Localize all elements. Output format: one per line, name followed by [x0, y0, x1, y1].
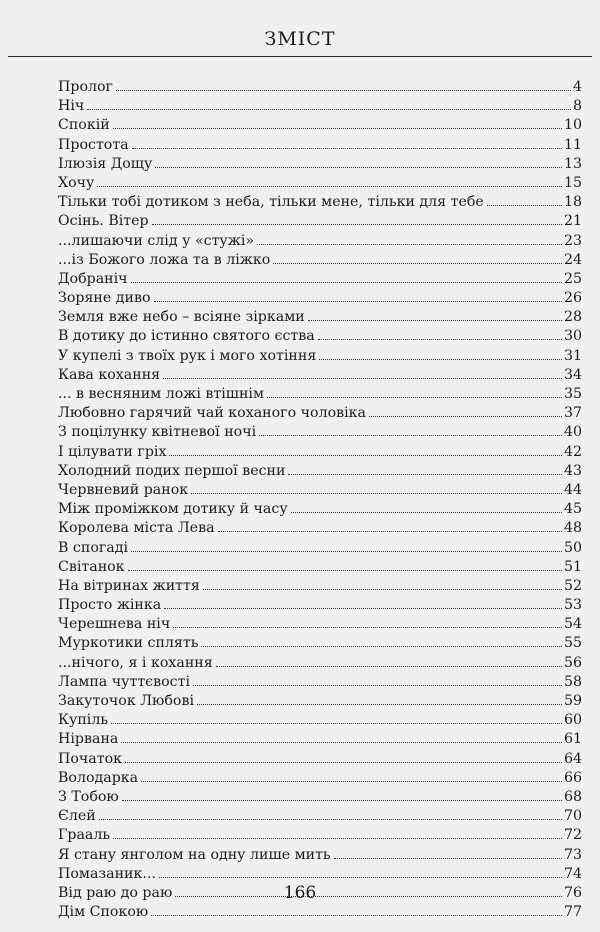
- toc-entry-page: 31: [563, 347, 582, 364]
- toc-entry: [58, 519, 582, 538]
- toc-entry: [58, 634, 582, 653]
- toc-entry-page: 42: [563, 443, 582, 460]
- dot-leader: [257, 244, 562, 245]
- toc-entry-page: 48: [563, 520, 582, 537]
- dot-leader: [216, 666, 562, 667]
- toc-entry-page: 34: [563, 366, 582, 383]
- toc-entry-page: 10: [563, 117, 582, 134]
- toc-entry-page: 68: [563, 788, 582, 805]
- toc-entry-page: 70: [563, 808, 582, 825]
- toc-entry-title: З Тобою: [58, 788, 119, 805]
- toc-entry-title: Закуточок Любові: [58, 693, 195, 709]
- toc-entry-title: Дім Спокою: [58, 904, 149, 921]
- toc-entry: [58, 615, 582, 634]
- toc-entry-page: 64: [563, 750, 582, 767]
- dot-leader: [164, 608, 562, 609]
- toc-entry-title: І цілувати гріх: [58, 443, 167, 460]
- toc-entry-page: 11: [563, 136, 582, 153]
- toc-entry-title: Королева міста Лева: [58, 520, 215, 537]
- toc-entry: [58, 155, 582, 174]
- toc-entry-title: Кава кохання: [58, 366, 161, 383]
- dot-leader: [334, 858, 562, 859]
- dot-leader: [113, 128, 562, 129]
- toc-entry-title: Зоряне диво: [58, 290, 151, 307]
- toc-entry: [58, 78, 582, 97]
- toc-entry: [58, 692, 582, 711]
- toc-entry-title: Єлей: [58, 808, 96, 825]
- toc-entry: [58, 232, 582, 251]
- toc-entry: [58, 347, 582, 366]
- toc-entry-title: Я стану янголом на одну лише мить: [58, 846, 331, 863]
- toc-entry-title: Простота: [58, 136, 129, 153]
- dot-leader: [99, 819, 562, 820]
- toc-entry-page: 55: [563, 635, 582, 652]
- toc-entry-title: Від раю до раю: [58, 884, 173, 901]
- dot-leader: [159, 877, 562, 878]
- toc-entry: [58, 193, 582, 212]
- toc-entry-page: 61: [563, 731, 582, 748]
- toc-entry-page: 21: [563, 213, 582, 230]
- toc-entry: [58, 366, 582, 385]
- dot-leader: [116, 90, 571, 91]
- toc-entry-page: 8: [572, 98, 582, 115]
- dot-leader: [318, 339, 562, 340]
- toc-entry: [58, 212, 582, 231]
- toc-entry: [58, 673, 582, 692]
- toc-entry: [58, 251, 582, 270]
- dot-leader: [97, 186, 562, 187]
- toc-entry-title: Холодний подих першої весни: [58, 462, 286, 479]
- toc-entry-page: 73: [563, 846, 582, 863]
- toc-entry-title: Між проміжком дотику й часу: [58, 501, 288, 518]
- dot-leader: [122, 800, 562, 801]
- toc-entry-page: 60: [563, 712, 582, 729]
- toc-entry-title: Тільки тобі дотиком з неба, тільки мене, тільки для тебе: [58, 194, 484, 211]
- toc-entry-page: 25: [563, 270, 582, 287]
- toc-entry-page: 74: [563, 865, 582, 882]
- toc-entry-title: Початок: [58, 750, 123, 767]
- toc-entry: [58, 558, 582, 577]
- toc-entry-title: Ніч: [58, 98, 85, 115]
- toc-entry: [58, 97, 582, 116]
- dot-leader: [319, 359, 562, 360]
- toc-entry: [58, 385, 582, 404]
- toc-entry: [58, 596, 582, 615]
- dot-leader: [155, 167, 562, 168]
- toc-entry-title: ...нічого, я і кохання: [58, 654, 213, 671]
- dot-leader: [487, 205, 562, 206]
- toc-entry: [58, 539, 582, 558]
- dot-leader: [308, 320, 562, 321]
- toc-entry-page: 18: [563, 194, 582, 211]
- toc-entry-page: 54: [563, 616, 582, 633]
- dot-leader: [163, 378, 562, 379]
- toc-entry: [58, 500, 582, 519]
- toc-entry-page: 66: [563, 769, 582, 786]
- toc-entry-page: 28: [563, 309, 582, 326]
- toc-entry-page: 76: [563, 884, 582, 901]
- toc-entry-page: 51: [563, 558, 582, 575]
- toc-entry: [58, 807, 582, 826]
- toc-entry-title: ...із Божого ложа та в ліжко: [58, 251, 271, 268]
- dot-leader: [173, 627, 562, 628]
- header-rule: [8, 56, 592, 57]
- dot-leader: [154, 301, 562, 302]
- toc-entry-title: Лампа чуттєвості: [58, 673, 190, 690]
- toc-entry: [58, 750, 582, 769]
- dot-leader: [259, 435, 562, 436]
- toc-entry-title: Купіль: [58, 712, 109, 729]
- toc-entry-title: З поцілунку квітневої ночі: [58, 424, 257, 441]
- toc-entry-title: У купелі з твоїх рук і мого хотіння: [58, 347, 317, 364]
- toc-entry-title: Черешнева ніч: [58, 616, 171, 633]
- toc-entry-title: Світанок: [58, 558, 125, 575]
- dot-leader: [131, 282, 562, 283]
- toc-entry: [58, 423, 582, 442]
- dot-leader: [197, 704, 562, 705]
- toc-entry: [58, 443, 582, 462]
- toc-entry-page: 56: [563, 654, 582, 671]
- toc-entry-title: Спокій: [58, 117, 110, 134]
- toc-entry: [58, 404, 582, 423]
- table-of-contents: [58, 78, 582, 922]
- toc-entry-page: 50: [563, 539, 582, 556]
- dot-leader: [121, 742, 562, 743]
- toc-entry-page: 43: [563, 462, 582, 479]
- toc-entry-title: Просто жінка: [58, 597, 162, 614]
- toc-entry-title: Ілюзія Дощу: [58, 155, 153, 172]
- dot-leader: [152, 224, 562, 225]
- dot-leader: [291, 512, 562, 513]
- toc-entry-page: 24: [563, 251, 582, 268]
- dot-leader: [369, 416, 562, 417]
- dot-leader: [131, 551, 562, 552]
- toc-entry-page: 72: [563, 827, 582, 844]
- toc-entry-title: На вітринах життя: [58, 577, 200, 594]
- toc-entry: [58, 270, 582, 289]
- toc-entry-page: 53: [563, 597, 582, 614]
- toc-entry: [58, 769, 582, 788]
- toc-entry: [58, 289, 582, 308]
- dot-leader: [169, 455, 561, 456]
- toc-entry-title: ...лишаючи слід у «стужі»: [58, 232, 255, 249]
- toc-entry: [58, 788, 582, 807]
- dot-leader: [113, 838, 562, 839]
- dot-leader: [87, 109, 571, 110]
- dot-leader: [267, 397, 562, 398]
- dot-leader: [201, 646, 561, 647]
- toc-entry-title: Земля вже небо – всіяне зірками: [58, 309, 305, 326]
- toc-entry-title: Пролог: [58, 79, 113, 95]
- toc-entry-title: Червневий ранок: [58, 481, 189, 498]
- toc-entry-title: Володарка: [58, 769, 139, 786]
- toc-entry-title: В дотику до істинно святого єства: [58, 328, 315, 345]
- toc-entry-page: 35: [563, 386, 582, 402]
- dot-leader: [132, 148, 562, 149]
- toc-entry-page: 26: [563, 290, 582, 307]
- toc-entry-page: 15: [563, 174, 582, 191]
- toc-entry-page: 52: [563, 577, 582, 594]
- toc-entry-title: Любовно гарячий чай коханого чоловіка: [58, 405, 366, 422]
- toc-entry-title: ... в весняним ложі втішнім: [58, 386, 264, 402]
- toc-entry: [58, 577, 582, 596]
- toc-entry: [58, 865, 582, 884]
- toc-entry-page: 4: [572, 79, 582, 95]
- toc-entry-page: 59: [563, 693, 582, 709]
- toc-entry-page: 30: [563, 328, 582, 345]
- toc-entry: [58, 462, 582, 481]
- dot-leader: [288, 474, 561, 475]
- dot-leader: [218, 531, 562, 532]
- toc-entry: [58, 730, 582, 749]
- toc-entry-title: Осінь. Вітер: [58, 213, 149, 230]
- toc-entry-title: В спогаді: [58, 539, 129, 556]
- toc-entry: [58, 903, 582, 922]
- toc-entry-title: Нірвана: [58, 731, 119, 748]
- toc-entry-title: Грааль: [58, 827, 111, 844]
- toc-entry-title: Хочу: [58, 174, 95, 191]
- toc-entry-page: 58: [563, 673, 582, 690]
- toc-entry-page: 13: [563, 155, 582, 172]
- page-number: 166: [283, 883, 317, 903]
- toc-entry-page: 23: [563, 232, 582, 249]
- toc-entry: [58, 327, 582, 346]
- dot-leader: [125, 762, 562, 763]
- dot-leader: [193, 685, 562, 686]
- toc-entry: [58, 826, 582, 845]
- dot-leader: [128, 570, 562, 571]
- dot-leader: [141, 781, 562, 782]
- dot-leader: [273, 263, 562, 264]
- toc-entry: [58, 654, 582, 673]
- toc-entry-page: 40: [563, 424, 582, 441]
- toc-entry: [58, 136, 582, 155]
- toc-entry-title: Помазаник...: [58, 865, 156, 882]
- dot-leader: [111, 723, 562, 724]
- dot-leader: [203, 589, 562, 590]
- toc-entry: [58, 711, 582, 730]
- dot-leader: [151, 915, 562, 916]
- toc-entry-page: 44: [563, 481, 582, 498]
- toc-entry: [58, 308, 582, 327]
- dot-leader: [191, 493, 562, 494]
- toc-entry-page: 37: [563, 405, 582, 422]
- toc-entry: [58, 174, 582, 193]
- toc-entry-title: Добраніч: [58, 270, 128, 287]
- toc-entry: [58, 116, 582, 135]
- toc-entry-page: 77: [563, 904, 582, 921]
- page-title: ЗМІСТ: [264, 28, 336, 50]
- toc-entry: [58, 846, 582, 865]
- toc-entry-page: 45: [563, 501, 582, 518]
- toc-entry-title: Муркотики сплять: [58, 635, 199, 652]
- toc-entry: [58, 481, 582, 500]
